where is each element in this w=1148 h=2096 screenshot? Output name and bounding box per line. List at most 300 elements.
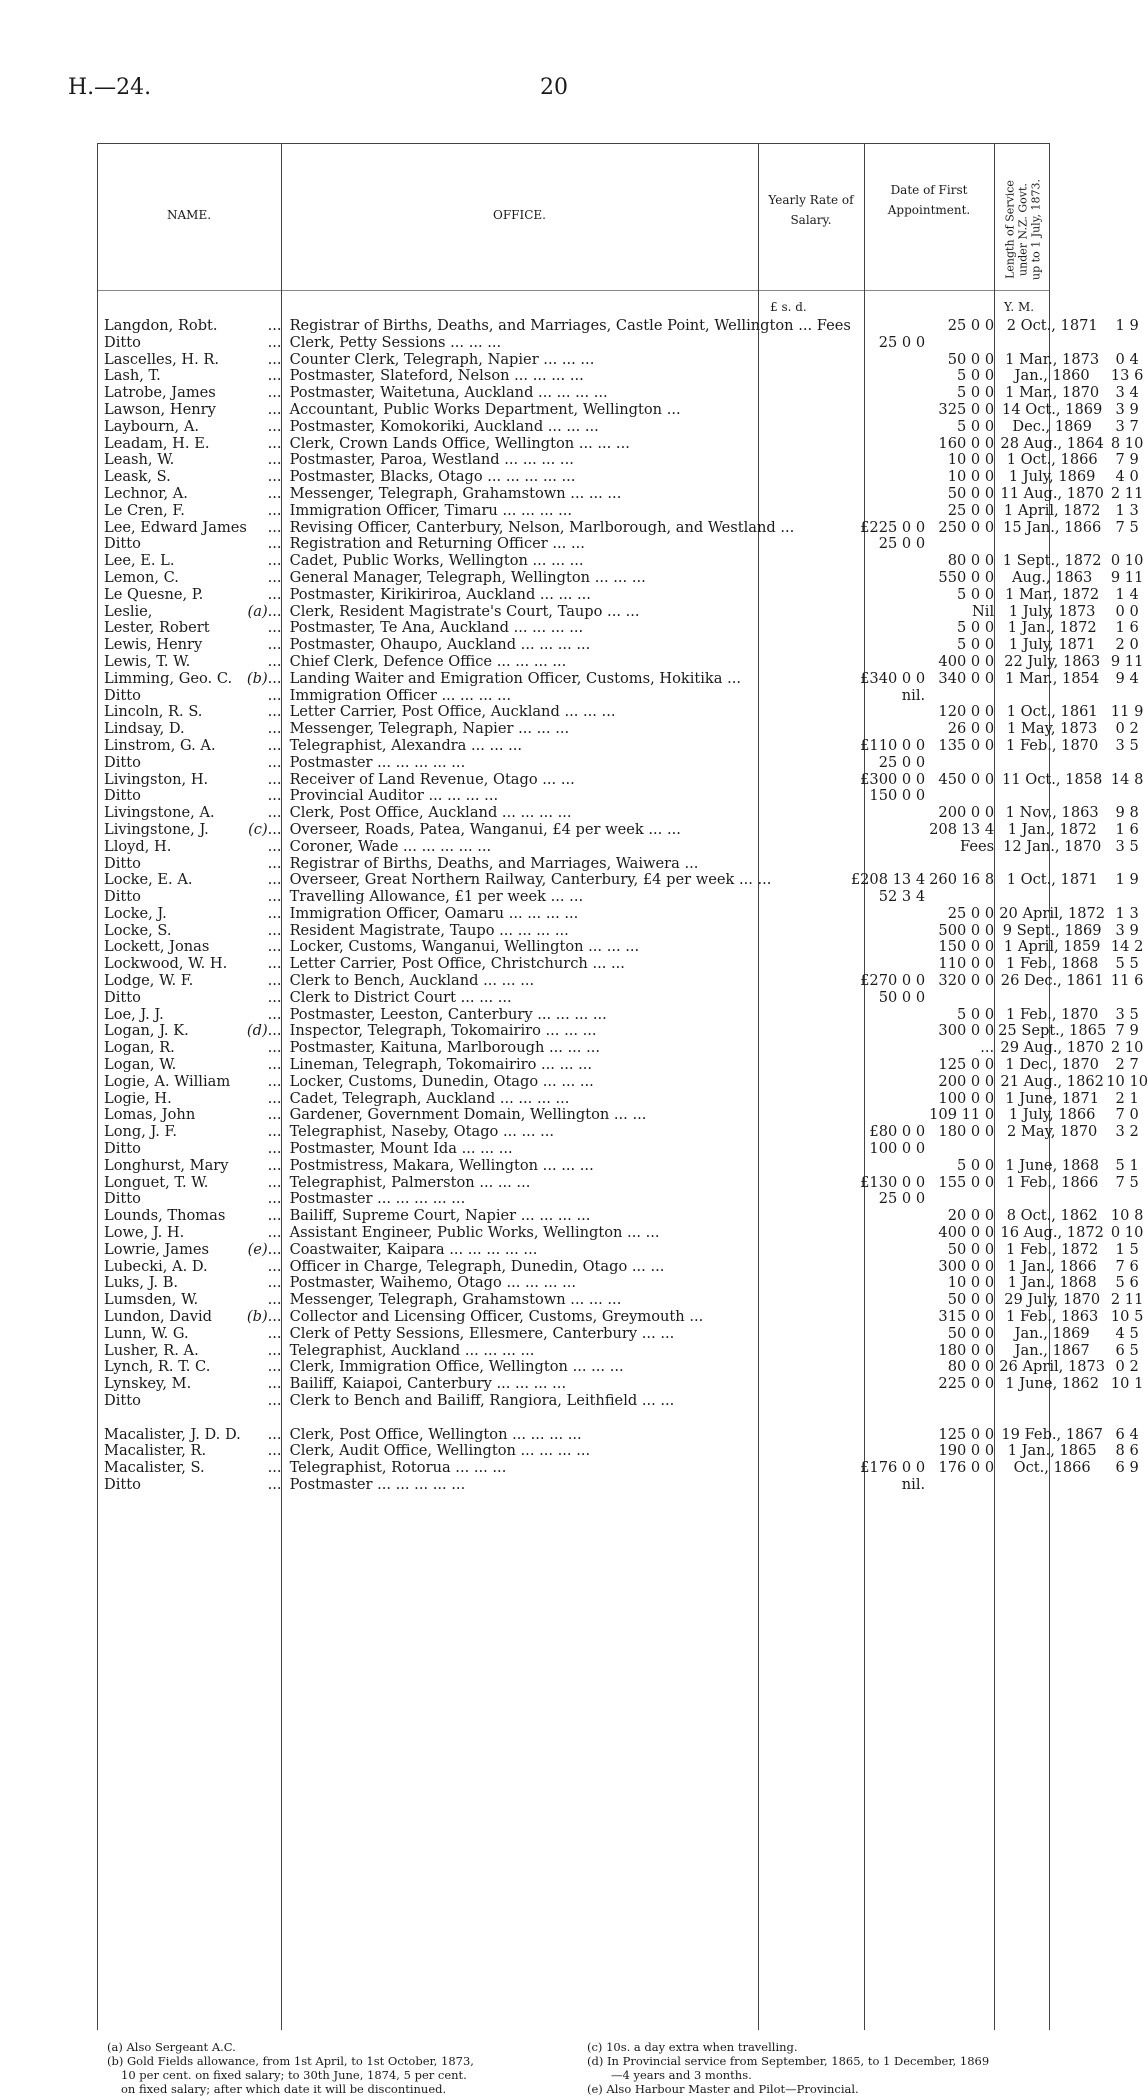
cell-amount [851, 637, 929, 654]
cell-length: 6 9 [1115, 1459, 1139, 1477]
cell-office: Postmaster, Paroa, Westland ... ... ... ... [289, 451, 574, 469]
cell-office: Postmaster, Te Ana, Auckland ... ... ... ... [289, 619, 584, 637]
cell-total: 50 0 0 [947, 1324, 995, 1342]
cell-leader: ... [267, 1005, 282, 1023]
cell-amount [851, 805, 929, 822]
table-row [100, 1292, 1148, 1309]
cell-amount [851, 1057, 929, 1074]
footnote-b3: on fixed salary; after which date it will be discontinued. [121, 2082, 447, 2096]
cell-length: 2 7 [1115, 1056, 1139, 1074]
cell-date: 15 Jan., 1866 [1003, 518, 1102, 536]
cell-date: 2 May, 1870 [1007, 1123, 1098, 1141]
cell-note [247, 620, 268, 637]
cell-amount: £225 0 0 [860, 518, 926, 536]
cell-office: Officer in Charge, Telegraph, Dunedin, Otago ... ... [289, 1257, 665, 1275]
cell-name: Ditto [104, 1140, 141, 1158]
table-row [100, 335, 1148, 352]
cell-total: 20 0 0 [947, 1207, 995, 1225]
cell-leader: ... [267, 317, 282, 334]
cell-length: 7 6 [1115, 1257, 1139, 1275]
cell-length: 9 11 [1110, 568, 1144, 586]
cell-length: 14 2 [1110, 938, 1144, 956]
cell-length: 3 5 [1115, 1005, 1139, 1023]
cell-leader: ... [267, 602, 282, 620]
cell-length: 2 10 [1110, 1039, 1144, 1057]
cell-amount [851, 1393, 929, 1410]
cell-name: Laybourn, A. [104, 417, 199, 435]
cell-total [929, 536, 998, 553]
cell-office: Messenger, Telegraph, Grahamstown ... ... ... [289, 484, 622, 502]
cell-leader: ... [267, 1442, 282, 1460]
cell-note [247, 973, 268, 990]
cell-office: Clerk to District Court ... ... ... [289, 988, 512, 1006]
cell-length: 3 5 [1115, 837, 1139, 855]
cell-leader: ... [267, 1039, 282, 1057]
cell-amount [851, 1326, 929, 1343]
cell-length: 8 10 [1110, 434, 1144, 452]
cell-date [998, 990, 1106, 1007]
cell-amount [851, 1242, 929, 1259]
cell-name [100, 1410, 247, 1427]
cell-office: Clerk, Post Office, Auckland ... ... ... ... [289, 804, 572, 822]
cell-date: 11 Oct., 1858 [1002, 770, 1103, 788]
page-ref: H.—24. [68, 75, 152, 100]
cell-date [998, 856, 1106, 873]
cell-length: 0 10 [1110, 552, 1144, 570]
cell-leader: ... [267, 1207, 282, 1225]
cell-office: Cadet, Telegraph, Auckland ... ... ... ... [289, 1089, 570, 1107]
cell-office: Chief Clerk, Defence Office ... ... ... ... [289, 652, 567, 670]
cell-name: Lundon, David [104, 1308, 212, 1326]
cell-leader: ... [267, 787, 282, 805]
cell-leader: ... [267, 736, 282, 754]
cell-date: 1 Jan., 1865 [1007, 1442, 1097, 1460]
cell-name: Lynch, R. T. C. [104, 1358, 211, 1376]
cell-total: 125 0 0 [938, 1425, 995, 1443]
cell-note [247, 1410, 268, 1427]
cell-amount [851, 1292, 929, 1309]
cell-leader: ... [267, 1173, 282, 1191]
cell-date: 1 July, 1866 [1008, 1106, 1096, 1124]
cell-length: 6 5 [1115, 1341, 1139, 1359]
cell-note [247, 1074, 268, 1091]
cell-office: Clerk, Crown Lands Office, Wellington ... ... ... [289, 434, 630, 452]
cell-date [998, 688, 1106, 705]
cell-note [247, 553, 268, 570]
cell-amount: £176 0 0 [860, 1459, 926, 1477]
cell-leader: ... [267, 350, 282, 368]
cell-total: 400 0 0 [938, 1224, 995, 1242]
table-row [100, 1074, 1148, 1091]
cell-note [247, 956, 268, 973]
cell-note [247, 1208, 268, 1225]
cell-date: 2 Oct., 1871 [1006, 317, 1098, 334]
cell-office: Messenger, Telegraph, Grahamstown ... ... ... [289, 1291, 622, 1309]
cell-office: Clerk of Petty Sessions, Ellesmere, Canterbury ... ... [289, 1324, 675, 1342]
cell-amount [851, 1208, 929, 1225]
cell-leader: ... [267, 417, 282, 435]
cell-name: Leslie, [104, 602, 153, 620]
cell-total: 10 0 0 [947, 468, 995, 486]
cell-date [998, 1393, 1106, 1410]
cell-length: 9 8 [1115, 804, 1139, 822]
cell-leader: ... [267, 1156, 282, 1174]
table-row [100, 1040, 1148, 1057]
cell-length: 3 9 [1115, 921, 1139, 939]
cell-total: 250 0 0 [938, 518, 995, 536]
table-row [100, 990, 1148, 1007]
cell-amount [851, 1427, 929, 1444]
cell-office: Registrar of Births, Deaths, and Marriages, Waiwera ... [289, 854, 699, 872]
cell-name: Lowe, J. H. [104, 1224, 185, 1242]
cell-leader: ... [267, 1274, 282, 1292]
table-row [100, 1309, 1148, 1326]
cell-amount: £80 0 0 [869, 1123, 926, 1141]
cell-length: 0 0 [1115, 602, 1139, 620]
cell-total: 500 0 0 [938, 921, 995, 939]
cell-total: 10 0 0 [947, 1274, 995, 1292]
cell-office: Lineman, Telegraph, Tokomairiro ... ... ... [289, 1056, 593, 1074]
table-row [100, 1343, 1148, 1360]
cell-total: 5 0 0 [956, 585, 995, 603]
table-row [100, 1477, 1148, 1494]
cell-name: Lascelles, H. R. [104, 350, 220, 368]
cell-amount [851, 1376, 929, 1393]
cell-note [247, 704, 268, 721]
cell-total: ... [980, 1039, 995, 1057]
cell-amount: nil. [901, 686, 926, 704]
cell-office: Postmaster, Komokoriki, Auckland ... ... ... [289, 417, 599, 435]
cell-note [247, 1007, 268, 1024]
cell-length [1106, 1191, 1148, 1208]
table-row [100, 1359, 1148, 1376]
cell-total: 260 16 8 [929, 871, 995, 889]
cell-name: Ditto [104, 854, 141, 872]
cell-note [247, 1141, 268, 1158]
cell-length: 3 9 [1115, 400, 1139, 418]
table-row [100, 352, 1148, 369]
cell-date: 20 April, 1872 [999, 904, 1106, 922]
col-header-office: OFFICE. [493, 208, 546, 222]
cell-leader: ... [267, 703, 282, 721]
cell-length: 1 9 [1115, 317, 1139, 334]
cell-name: Lloyd, H. [104, 837, 172, 855]
cell-office: Postmaster ... ... ... ... ... [289, 753, 466, 771]
cell-office: General Manager, Telegraph, Wellington ... ... ... [289, 568, 646, 586]
cell-name: Logan, W. [104, 1056, 177, 1074]
cell-note [247, 1124, 268, 1141]
cell-note [247, 352, 268, 369]
table-row [100, 436, 1148, 453]
cell-amount [851, 419, 929, 436]
table-row [100, 1191, 1148, 1208]
cell-length: 5 6 [1115, 1274, 1139, 1292]
table-row [100, 755, 1148, 772]
cell-leader: ... [267, 1056, 282, 1074]
cell-name: Lowrie, James [104, 1240, 210, 1258]
cell-name: Lewis, Henry [104, 636, 203, 654]
cell-note [247, 1158, 268, 1175]
cell-length: 2 0 [1115, 636, 1139, 654]
cell-length: 5 1 [1115, 1156, 1139, 1174]
footnote-a: (a) Also Sergeant A.C. [107, 2040, 236, 2054]
cell-date: 11 Aug., 1870 [1000, 484, 1104, 502]
cell-name: Limming, Geo. C. [104, 669, 233, 687]
table-row [100, 772, 1148, 789]
table-row [100, 688, 1148, 705]
cell-total: 125 0 0 [938, 1056, 995, 1074]
cell-total: 180 0 0 [938, 1341, 995, 1359]
cell-name: Lynskey, M. [104, 1375, 192, 1393]
table-row [100, 1158, 1148, 1175]
cell-amount [851, 553, 929, 570]
cell-leader: ... [267, 921, 282, 939]
cell-date: 1 Oct., 1861 [1006, 703, 1098, 721]
cell-length [1106, 1410, 1148, 1427]
cell-total [929, 990, 998, 1007]
cell-note: (a) [247, 602, 268, 620]
cell-date: 1 July, 1873 [1008, 602, 1096, 620]
cell-office: Messenger, Telegraph, Napier ... ... ... [289, 720, 570, 738]
cell-note [247, 452, 268, 469]
cell-leader: ... [267, 804, 282, 822]
cell-length: 11 6 [1110, 972, 1144, 990]
cell-amount [851, 923, 929, 940]
cell-total: 550 0 0 [938, 568, 995, 586]
cell-length: 3 4 [1115, 384, 1139, 402]
cell-amount [851, 402, 929, 419]
footnote-e: (e) Also Harbour Master and Pilot—Provincial. [587, 2082, 859, 2096]
cell-length: 1 3 [1115, 904, 1139, 922]
cell-note [247, 856, 268, 873]
cell-office: Landing Waiter and Emigration Officer, Customs, Hokitika ... [289, 669, 741, 687]
cell-amount: nil. [901, 1475, 926, 1493]
cell-note [247, 1225, 268, 1242]
cell-name: Logan, J. K. [104, 1022, 189, 1040]
cell-office: Postmaster, Kirikiriroa, Auckland ... ... ... [289, 585, 591, 603]
cell-length: 5 5 [1115, 955, 1139, 973]
cell-office: Immigration Officer, Timaru ... ... ... ... [289, 501, 573, 519]
cell-name: Macalister, S. [104, 1459, 205, 1477]
cell-leader: ... [267, 1022, 282, 1040]
cell-date [998, 889, 1106, 906]
table-row [100, 1057, 1148, 1074]
cell-date [998, 788, 1106, 805]
cell-amount: 50 0 0 [878, 988, 926, 1006]
cell-name: Ditto [104, 333, 141, 351]
cell-amount [851, 318, 929, 335]
cell-date: 8 Oct., 1862 [1006, 1207, 1098, 1225]
cell-amount [851, 1023, 929, 1040]
cell-amount: £340 0 0 [860, 669, 926, 687]
cell-leader: ... [267, 686, 282, 704]
cell-length: 14 8 [1110, 770, 1144, 788]
table-row [100, 1141, 1148, 1158]
cell-leader: ... [267, 535, 282, 553]
cell-note [247, 520, 268, 537]
cell-date: 21 Aug., 1862 [1000, 1072, 1104, 1090]
cell-note [247, 402, 268, 419]
table-row [100, 637, 1148, 654]
cell-leader: ... [267, 1392, 282, 1409]
cell-date: 1 Feb., 1870 [1006, 1005, 1099, 1023]
cell-office: Coastwaiter, Kaipara ... ... ... ... ... [289, 1240, 538, 1258]
cell-total: 325 0 0 [938, 400, 995, 418]
cell-leader: ... [267, 820, 282, 838]
cell-total: 100 0 0 [938, 1089, 995, 1107]
cell-leader: ... [267, 518, 282, 536]
cell-name: Lester, Robert [104, 619, 210, 637]
cell-date [998, 755, 1106, 772]
cell-amount [851, 956, 929, 973]
cell-total: 80 0 0 [947, 1358, 995, 1376]
cell-note [247, 1057, 268, 1074]
cell-date: 26 Dec., 1861 [1000, 972, 1104, 990]
cell-leader: ... [267, 720, 282, 738]
cell-length [1106, 1393, 1148, 1410]
cell-name: Logie, H. [104, 1089, 172, 1107]
cell-date: Jan., 1869 [1014, 1324, 1090, 1342]
cell-office: Registration and Returning Officer ... ... [289, 535, 585, 553]
cell-length: 1 6 [1115, 820, 1139, 838]
cell-office: Coroner, Wade ... ... ... ... ... [289, 837, 492, 855]
cell-date: 12 Jan., 1870 [1003, 837, 1102, 855]
cell-name: Logie, A. William [104, 1072, 231, 1090]
table-row [100, 318, 1148, 335]
cell-total: 110 0 0 [938, 955, 995, 973]
cell-note [247, 805, 268, 822]
cell-amount [851, 352, 929, 369]
cell-amount [851, 654, 929, 671]
cell-date: 1 Sept., 1872 [1002, 552, 1102, 570]
cell-leader: ... [267, 904, 282, 922]
cell-amount [851, 620, 929, 637]
cell-amount [851, 839, 929, 856]
cell-length [1106, 1477, 1148, 1494]
cell-amount [851, 1040, 929, 1057]
cell-amount [851, 939, 929, 956]
footnote-b2: 10 per cent. on fixed salary; to 30th June, 1874, 5 per cent. [121, 2068, 467, 2082]
cell-note [247, 1292, 268, 1309]
cell-date: 9 Sept., 1869 [1002, 921, 1102, 939]
cell-date: 29 July, 1870 [1004, 1291, 1101, 1309]
cell-name: Longhurst, Mary [104, 1156, 229, 1174]
cell-name: Latrobe, James [104, 384, 216, 402]
cell-date: 1 April, 1859 [1003, 938, 1101, 956]
cell-amount [851, 704, 929, 721]
cell-total: 25 0 0 [947, 904, 995, 922]
cell-amount [851, 436, 929, 453]
cell-name: Lomas, John [104, 1106, 196, 1124]
cell-note [247, 772, 268, 789]
cell-office: Clerk to Bench, Auckland ... ... ... [289, 972, 535, 990]
cell-leader: ... [267, 854, 282, 872]
cell-note [247, 1443, 268, 1460]
cell-name: Lechnor, A. [104, 484, 188, 502]
cell-length [1106, 788, 1148, 805]
cell-amount [851, 570, 929, 587]
cell-name: Lewis, T. W. [104, 652, 191, 670]
cell-leader: ... [267, 770, 282, 788]
table-row [100, 1124, 1148, 1141]
cell-note [247, 923, 268, 940]
table-row [100, 419, 1148, 436]
cell-name: Lee, Edward James [104, 518, 247, 536]
cell-date [998, 1191, 1106, 1208]
cell-name: Long, J. F. [104, 1123, 177, 1141]
table-row [100, 385, 1148, 402]
cell-amount: 100 0 0 [869, 1140, 926, 1158]
cell-date: 1 Feb., 1872 [1006, 1240, 1099, 1258]
table-row [100, 486, 1148, 503]
cell-total: 315 0 0 [938, 1308, 995, 1326]
cell-leader: ... [267, 1375, 282, 1393]
cell-total: 80 0 0 [947, 552, 995, 570]
cell-note [247, 419, 268, 436]
cell-leader: ... [267, 1425, 282, 1443]
cell-total [929, 889, 998, 906]
cell-note [247, 755, 268, 772]
cell-office: Telegraphist, Alexandra ... ... ... [289, 736, 523, 754]
cell-length [1106, 536, 1148, 553]
cell-amount [851, 1091, 929, 1108]
cell-leader: ... [267, 568, 282, 586]
cell-note [247, 536, 268, 553]
cell-office: Telegraphist, Palmerston ... ... ... [289, 1173, 531, 1191]
cell-total: 5 0 0 [956, 417, 995, 435]
cell-office: Clerk, Petty Sessions ... ... ... [289, 333, 502, 351]
cell-office: Postmistress, Makara, Wellington ... ... ... [289, 1156, 594, 1174]
cell-note [247, 906, 268, 923]
cell-name: Ditto [104, 686, 141, 704]
cell-office: Counter Clerk, Telegraph, Napier ... ... ... [289, 350, 595, 368]
table-row [100, 620, 1148, 637]
cell-total: 208 13 4 [929, 820, 995, 838]
cell-length: 4 0 [1115, 468, 1139, 486]
cell-amount [851, 503, 929, 520]
cell-length [1106, 755, 1148, 772]
cell-date: 1 Feb., 1870 [1006, 736, 1099, 754]
cell-total: 25 0 0 [947, 501, 995, 519]
table-row [100, 1443, 1148, 1460]
table-row [100, 520, 1148, 537]
cell-date: 14 Oct., 1869 [1002, 400, 1103, 418]
cell-leader: ... [267, 434, 282, 452]
table-row [100, 553, 1148, 570]
cell-date: 25 Sept., 1865 [998, 1022, 1107, 1040]
cell-note [247, 872, 268, 889]
cell-date: 1 Feb., 1868 [1006, 955, 1099, 973]
table-row [100, 1242, 1148, 1259]
table-row [100, 604, 1148, 621]
cell-name: Ditto [104, 1392, 141, 1409]
cell-length: 9 11 [1110, 652, 1144, 670]
cell-name: Ditto [104, 888, 141, 906]
cell-note: (d) [246, 1022, 268, 1040]
cell-date: 1 Jan., 1872 [1007, 619, 1097, 637]
cell-name: Lunn, W. G. [104, 1324, 189, 1342]
cell-note [247, 889, 268, 906]
cell-office: Registrar of Births, Deaths, and Marriages, Castle Point, Wellington ... Fees [289, 317, 851, 334]
cell-name: Leadam, H. E. [104, 434, 210, 452]
cell-leader: ... [267, 1459, 282, 1477]
cell-total: 400 0 0 [938, 652, 995, 670]
table-row [100, 1023, 1148, 1040]
cell-name: Linstrom, G. A. [104, 736, 216, 754]
cell-leader: ... [267, 400, 282, 418]
cell-date: 1 June, 1862 [1005, 1375, 1099, 1393]
table-row [100, 872, 1148, 889]
